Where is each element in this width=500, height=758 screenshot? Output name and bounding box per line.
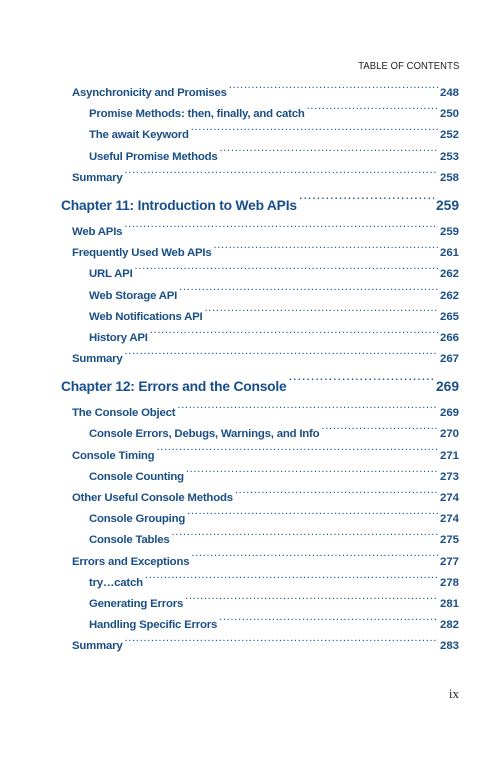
dot-leader	[125, 169, 438, 180]
toc-entry-title: Chapter 12: Errors and the Console	[61, 379, 287, 395]
toc-entry[interactable]	[61, 222, 459, 243]
toc-entry[interactable]	[61, 125, 459, 146]
dot-leader	[289, 377, 434, 391]
toc-entry-title: Useful Promise Methods	[89, 150, 218, 163]
dot-leader	[205, 308, 438, 319]
toc-entry[interactable]	[61, 349, 459, 370]
toc-entry-title: Handling Specific Errors	[89, 619, 218, 632]
toc-entry-title: Promise Methods: then, finally, and catch	[89, 108, 305, 121]
toc-entry-page-number: 277	[439, 555, 459, 568]
toc-entry-title: The await Keyword	[89, 129, 189, 142]
toc-entry[interactable]	[61, 467, 459, 488]
dot-leader	[229, 85, 438, 96]
toc-entry-title: The Console Object	[72, 407, 176, 420]
dot-leader	[172, 532, 438, 543]
dot-leader	[185, 596, 438, 607]
toc-entry[interactable]	[61, 636, 459, 657]
toc-entry-title: Generating Errors	[89, 597, 184, 610]
page-number: ix	[448, 686, 459, 701]
toc-entry-page-number: 281	[439, 597, 459, 610]
toc-entry-page-number: 274	[439, 492, 459, 504]
toc-entry-page-number: 273	[439, 470, 459, 483]
toc-entry-title: Web Notifications API	[89, 310, 203, 323]
toc-entry[interactable]	[61, 488, 459, 509]
toc-entry-title: History API	[89, 331, 148, 344]
dot-leader	[191, 553, 438, 564]
toc-chapter-entry[interactable]	[61, 372, 459, 402]
toc-entry-title: Web Storage API	[89, 289, 178, 302]
toc-entry[interactable]	[61, 552, 459, 573]
dot-leader	[235, 490, 438, 501]
toc-entry-page-number: 269	[435, 379, 459, 395]
toc-entry-page-number: 253	[439, 150, 459, 163]
toc-entry[interactable]	[61, 264, 459, 285]
dot-leader	[125, 638, 438, 649]
toc-entry[interactable]	[61, 104, 459, 125]
dot-leader	[307, 106, 438, 117]
toc-entry-page-number: 262	[439, 268, 459, 281]
toc-entry-title: Other Useful Console Methods	[72, 492, 233, 504]
toc-entry-title: Summary	[72, 353, 123, 366]
dot-leader	[145, 574, 438, 585]
toc-entry[interactable]	[61, 243, 459, 264]
toc-entry-page-number: 262	[439, 289, 459, 302]
toc-entry-page-number: 271	[439, 449, 459, 462]
toc-entry[interactable]	[61, 403, 459, 424]
dot-leader	[156, 447, 438, 458]
toc-entry-page-number: 270	[439, 428, 459, 441]
toc-entry-title: Console Errors, Debugs, Warnings, and Info	[89, 428, 320, 441]
dot-leader	[125, 351, 438, 362]
toc-entry[interactable]	[61, 530, 459, 551]
toc-entry-page-number: 248	[439, 87, 459, 99]
toc-entry[interactable]	[61, 307, 459, 328]
dot-leader	[150, 329, 438, 340]
dot-leader	[321, 426, 438, 437]
table-of-contents	[61, 83, 459, 658]
toc-entry-title: Chapter 11: Introduction to Web APIs	[61, 197, 297, 213]
toc-entry[interactable]	[61, 509, 459, 530]
toc-entry[interactable]	[61, 147, 459, 168]
dot-leader	[179, 287, 438, 298]
toc-entry-title: try…catch	[89, 576, 143, 589]
dot-leader	[186, 468, 438, 479]
toc-entry-title: Console Grouping	[89, 513, 186, 526]
dot-leader	[135, 266, 438, 277]
dot-leader	[214, 245, 438, 256]
toc-entry-page-number: 265	[439, 310, 459, 323]
dot-leader	[220, 148, 438, 159]
toc-entry-page-number: 274	[439, 513, 459, 526]
toc-entry-page-number: 269	[439, 407, 459, 420]
toc-entry-title: Summary	[72, 171, 123, 184]
toc-entry-page-number: 250	[439, 108, 459, 121]
dot-leader	[177, 405, 438, 416]
toc-entry[interactable]	[61, 594, 459, 615]
toc-entry-page-number: 282	[439, 619, 459, 632]
toc-entry-page-number: 258	[439, 171, 459, 184]
toc-entry-page-number: 267	[439, 353, 459, 366]
toc-entry[interactable]	[61, 446, 459, 467]
toc-entry-title: Console Tables	[89, 534, 170, 547]
toc-entry-title: URL API	[89, 268, 133, 281]
dot-leader	[219, 617, 438, 628]
toc-entry-title: Asynchronicity and Promises	[72, 87, 227, 99]
toc-entry-title: Console Timing	[72, 449, 155, 462]
toc-entry-title: Frequently Used Web APIs	[72, 247, 212, 260]
toc-entry[interactable]	[61, 286, 459, 307]
toc-entry-title: Web APIs	[72, 225, 123, 238]
toc-entry-page-number: 252	[439, 129, 459, 142]
toc-entry-page-number: 275	[439, 534, 459, 547]
toc-entry[interactable]	[61, 328, 459, 349]
toc-entry-page-number: 278	[439, 576, 459, 589]
toc-entry-title: Errors and Exceptions	[72, 555, 190, 568]
toc-entry[interactable]	[61, 615, 459, 636]
running-header: TABLE OF CONTENTS	[357, 60, 459, 72]
dot-leader	[299, 196, 434, 210]
dot-leader	[187, 511, 438, 522]
toc-entry[interactable]	[61, 168, 459, 189]
toc-entry[interactable]	[61, 424, 459, 445]
toc-entry[interactable]	[61, 83, 459, 104]
toc-entry-title: Console Counting	[89, 470, 184, 483]
toc-entry-page-number: 259	[435, 197, 459, 213]
dot-leader	[124, 224, 438, 235]
toc-entry-page-number: 266	[439, 331, 459, 344]
toc-entry[interactable]	[61, 573, 459, 594]
dot-leader	[191, 127, 438, 138]
toc-entry-page-number: 259	[439, 225, 459, 238]
toc-entry-page-number: 283	[439, 640, 459, 653]
toc-entry-page-number: 261	[439, 247, 459, 260]
toc-entry-title: Summary	[72, 640, 123, 653]
toc-chapter-entry[interactable]	[61, 191, 459, 221]
